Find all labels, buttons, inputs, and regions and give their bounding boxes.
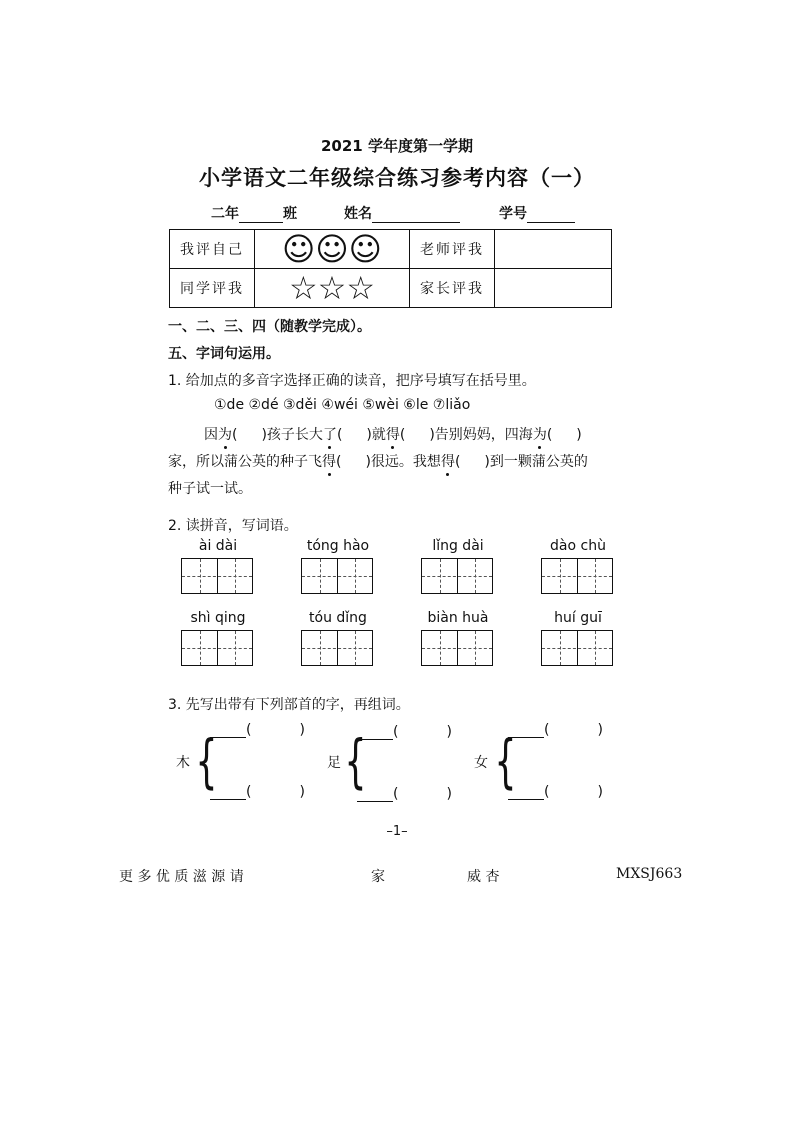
- classmate-eval-label: 同学评我: [170, 269, 255, 308]
- q1-prompt: 1. 给加点的多音字选择正确的读音，把序号填写在括号里。: [168, 373, 536, 389]
- grade-label: 二年: [211, 206, 239, 222]
- parent-eval-cell[interactable]: [495, 269, 612, 308]
- id-blank[interactable]: [527, 208, 575, 223]
- id-field: [499, 203, 575, 223]
- answer-line[interactable]: ( ): [357, 786, 452, 802]
- radical-label: 女: [474, 755, 488, 771]
- teacher-eval-label: 老师评我: [410, 230, 495, 269]
- writing-grid[interactable]: [181, 630, 253, 666]
- footer-mid-2: 威 杏: [467, 869, 500, 885]
- page-title: 小学语文二年级综合练习参考内容（一）: [199, 166, 595, 190]
- pinyin-label: ài dài: [198, 538, 238, 554]
- pinyin-label: tóu dǐng: [309, 610, 367, 626]
- parent-eval-label: 家长评我: [410, 269, 495, 308]
- section-1-4: 一、二、三、四（随教学完成）。: [168, 319, 371, 335]
- answer-line[interactable]: ( ): [508, 784, 603, 800]
- pinyin-label: tóng hào: [306, 538, 370, 554]
- smiley-faces-icon: ☺☺☺: [255, 230, 410, 269]
- brace-icon: {: [195, 727, 218, 795]
- name-label: 姓名: [344, 206, 372, 222]
- teacher-eval-cell[interactable]: [495, 230, 612, 269]
- brace-icon: {: [344, 727, 367, 795]
- q1-line-2: 家，所以蒲公英的种子飞得( )很远。我想得( )到一颗蒲公英的: [168, 451, 588, 471]
- brace-icon: {: [494, 727, 517, 795]
- stars-icon: ☆☆☆: [255, 269, 410, 308]
- section-5: 五、字词句运用。: [168, 346, 280, 362]
- footer-mid-1: 家: [371, 869, 385, 885]
- page-number: –1–: [386, 824, 408, 839]
- evaluation-table: [169, 229, 612, 308]
- grade-field: [211, 203, 297, 223]
- q1-options: ①de ②dé ③děi ④wéi ⑤wèi ⑥le ⑦liǎo: [214, 397, 471, 413]
- id-label: 学号: [499, 206, 527, 222]
- writing-grid[interactable]: [421, 558, 493, 594]
- radical-label: 木: [176, 755, 190, 771]
- self-eval-label: 我评自己: [170, 230, 255, 269]
- year-term: 2021 学年度第一学期: [321, 137, 473, 155]
- name-blank[interactable]: [372, 208, 460, 223]
- pinyin-label: huí guī: [554, 610, 602, 626]
- pinyin-label: dào chù: [550, 538, 606, 554]
- q1-line-3: 种子试一试。: [168, 481, 252, 497]
- q2-prompt: 2. 读拼音，写词语。: [168, 518, 298, 534]
- q3-prompt: 3. 先写出带有下列部首的字，再组词。: [168, 697, 410, 713]
- pinyin-label: shì qing: [190, 610, 246, 626]
- radical-label: 足: [327, 755, 341, 771]
- pinyin-label: biàn huà: [427, 610, 489, 626]
- name-field: [344, 203, 460, 223]
- q1-line-1: 因为( )孩子长大了( )就得( )告别妈妈，四海为( ): [204, 424, 582, 444]
- pinyin-label: lǐng dài: [432, 538, 484, 554]
- answer-line[interactable]: ( ): [508, 722, 603, 738]
- grade-blank[interactable]: [239, 208, 283, 223]
- footer-left: 更 多 优 质 滋 源 请: [119, 869, 244, 885]
- answer-line[interactable]: ( ): [357, 724, 452, 740]
- answer-line[interactable]: ( ): [210, 722, 305, 738]
- writing-grid[interactable]: [541, 630, 613, 666]
- writing-grid[interactable]: [181, 558, 253, 594]
- class-label: 班: [283, 206, 297, 222]
- writing-grid[interactable]: [421, 630, 493, 666]
- writing-grid[interactable]: [301, 558, 373, 594]
- answer-line[interactable]: ( ): [210, 784, 305, 800]
- footer-code: MXSJ663: [616, 866, 683, 882]
- writing-grid[interactable]: [301, 630, 373, 666]
- writing-grid[interactable]: [541, 558, 613, 594]
